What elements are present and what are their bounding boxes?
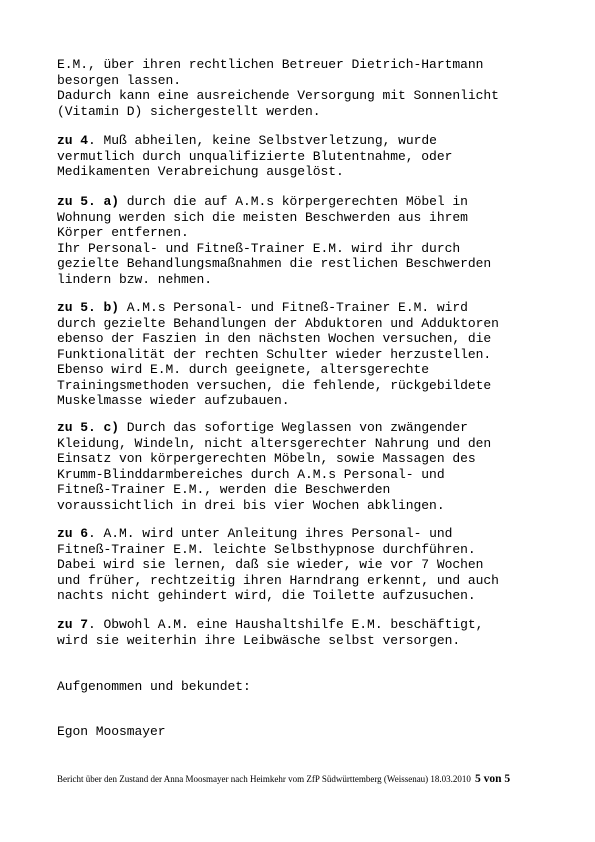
- item-label: zu 4: [57, 133, 89, 148]
- item-text: . A.M. wird unter Anleitung ihres Personal- und Fitneß-Trainer E.M. leichte Selbsthypnose durchführen. Dabei wird sie lernen, daß sie wieder, wie vor 7 Wochen und früher, rechtzeitig ihren Harndrang erkennt, und auch nachts nicht gehindert wird, die Toilette aufzusuchen.: [57, 526, 499, 603]
- item-zu-7: [57, 617, 483, 648]
- intro-paragraph: E.M., über ihren rechtlichen Betreuer Dietrich-Hartmann besorgen lassen. Dadurch kann eine ausreichende Versorgung mit Sonnenlicht (Vitamin D) sichergestellt werden.: [57, 57, 499, 119]
- item-label: zu 5. b): [57, 300, 120, 315]
- item-zu-5a: [57, 194, 491, 287]
- item-text: . Muß abheilen, keine Selbstverletzung, wurde vermutlich durch unqualifizierte Blutentnahme, oder Medikamenten Verabreichung ausgelöst.: [57, 133, 453, 179]
- page-number: 5 von 5: [474, 773, 511, 785]
- signature-name: Egon Moosmayer: [57, 724, 166, 739]
- item-zu-5b: [57, 300, 499, 409]
- item-zu-6: [57, 526, 499, 604]
- item-label: zu 5. a): [57, 194, 120, 209]
- item-label: zu 6: [57, 526, 89, 541]
- item-text: Durch das sofortige Weglassen von zwängender Kleidung, Windeln, nicht altersgerechter Nahrung und den Einsatz von körpergerechten Möbeln, sowie Massagen des Krumm-Blinddarmbereiches durch A.M.s Personal- und Fitneß-Trainer E.M., werden die Beschwerden voraussichtlich in drei bis vier Wochen abklingen.: [57, 420, 492, 513]
- closing-line: Aufgenommen und bekundet:: [57, 679, 251, 694]
- item-text: . Obwohl A.M. eine Haushaltshilfe E.M. beschäftigt, wird sie weiterhin ihre Leibwäsche selbst versorgen.: [57, 617, 484, 648]
- item-zu-5c: [57, 420, 491, 513]
- item-text: durch die auf A.M.s körpergerechten Möbel in Wohnung werden sich die meisten Beschwerden aus ihrem Körper entfernen. Ihr Personal- und Fitneß-Trainer E.M. wird ihr durch gezielte Behandlungsmaßnahmen die restlichen Beschwerden lindern bzw. nehmen.: [57, 194, 492, 287]
- item-label: zu 7: [57, 617, 89, 632]
- item-zu-4: [57, 133, 452, 180]
- page-footer: [57, 774, 510, 785]
- item-label: zu 5. c): [57, 420, 120, 435]
- footer-text: Bericht über den Zustand der Anna Moosmayer nach Heimkehr vom ZfP Südwürttemberg (Weissenau) 18.03.2010: [57, 774, 471, 784]
- item-text: A.M.s Personal- und Fitneß-Trainer E.M. wird durch gezielte Behandlungen der Abduktoren und Adduktoren ebenso der Faszien in den nächsten Wochen versuchen, die Funktionalität der rechten Schulter wieder herzustellen. Ebenso wird E.M. durch geeignete, altersgerechte Trainingsmethoden versuchen, die fehlende, rückgebildete Muskelmasse wieder aufzubauen.: [57, 300, 499, 408]
